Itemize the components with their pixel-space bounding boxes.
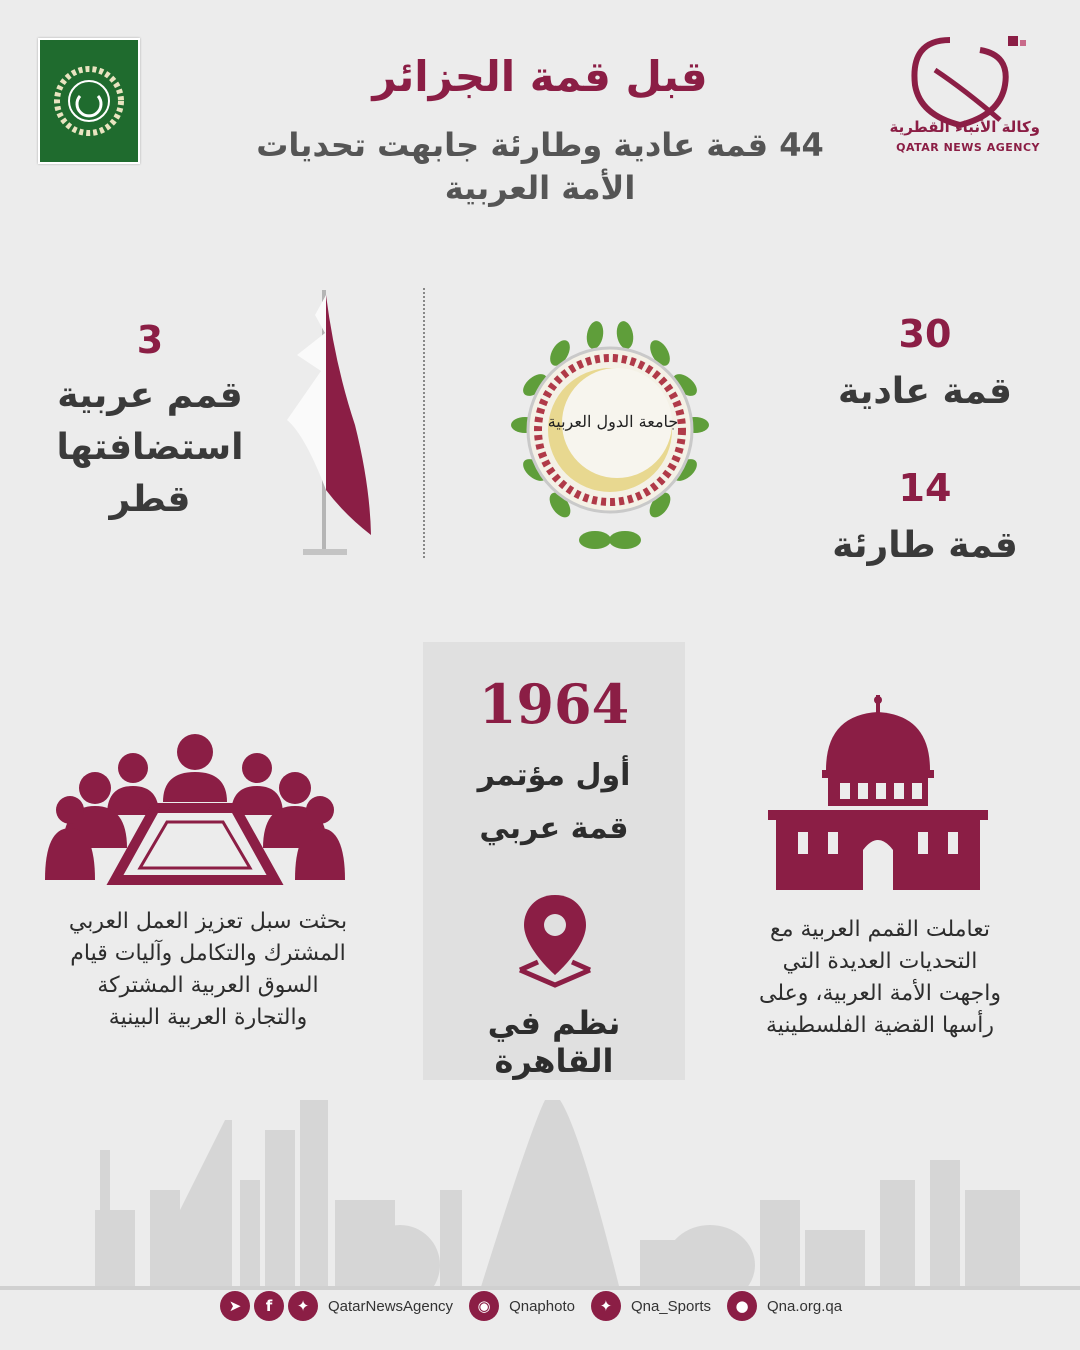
instagram-icon[interactable]: ◉ [469,1291,499,1321]
left-description [28,906,388,1034]
emergency-summits-label: قمة طارئة [832,525,1018,566]
dome-of-the-rock-icon [768,690,988,890]
twitter-icon[interactable]: ✦ [288,1291,318,1321]
right-line-1: تعاملت القمم العربية مع [769,917,990,942]
twitter-sports-icon[interactable]: ✦ [591,1291,621,1321]
qatar-label-line-3: قطر [109,479,191,521]
first-summit-location: نظم في القاهرة [487,1004,621,1080]
first-summit-title [423,750,685,855]
ordinary-summits-label: قمة عادية [837,371,1012,412]
handle-website[interactable]: Qna.org.qa [767,1297,843,1315]
globe-icon[interactable]: ● [727,1291,757,1321]
qna-english-name: QATAR NEWS AGENCY [896,141,1040,154]
right-line-4: رأسها القضية الفلسطينية [765,1012,995,1038]
qatar-summits-label [40,370,260,527]
right-description [700,914,1060,1042]
emergency-summits-count: 14 [898,466,952,510]
qatar-label-line-2: استضافتها [56,427,244,469]
subtitle-line-2: الأمة العربية [444,169,636,208]
arab-league-flag [38,38,140,164]
left-line-3: السوق العربية المشتركة [97,972,319,998]
location-pin-icon [510,890,600,990]
social-footer [220,1286,858,1326]
skyline-illustration [0,1090,1080,1290]
handle-qna-sports[interactable]: Qna_Sports [630,1297,711,1315]
first-summit-year: 1964 [478,672,630,736]
meeting-people-icon [45,730,345,890]
first-summit-line-2: قمة عربي [479,810,629,846]
page-title: قبل قمة الجزائر [372,52,708,101]
left-line-1: بحثت سبل تعزيز العمل العربي [68,909,348,934]
ordinary-summits-count: 30 [898,312,952,356]
qatar-flag-icon [275,285,385,560]
handle-qnaphoto[interactable]: Qnaphoto [509,1297,575,1315]
left-line-2: المشترك والتكامل وآليات قيام [70,940,346,966]
qatar-label-line-1: قمم عربية [57,375,243,416]
subtitle-line-1: 44 قمة عادية وطارئة جابهت تحديات [256,126,824,164]
handle-qatarnewsagency[interactable]: QatarNewsAgency [328,1297,454,1315]
emblem-text: جامعة الدول العربية [547,412,679,431]
facebook-icon[interactable]: f [254,1291,284,1321]
left-line-4: والتجارة العربية البينية [108,1004,308,1030]
page-subtitle [200,124,880,210]
right-line-3: واجهت الأمة العربية، وعلى [759,980,1001,1006]
qatar-summits-count: 3 [136,318,164,362]
first-summit-line-1: أول مؤتمر [477,758,631,793]
right-line-2: التحديات العديدة التي [782,948,978,974]
telegram-icon[interactable]: ➤ [220,1291,250,1321]
qna-arabic-name: وكالة الأنباء القطرية [889,118,1040,136]
arab-league-emblem-icon [495,315,725,565]
vertical-divider [423,288,425,558]
